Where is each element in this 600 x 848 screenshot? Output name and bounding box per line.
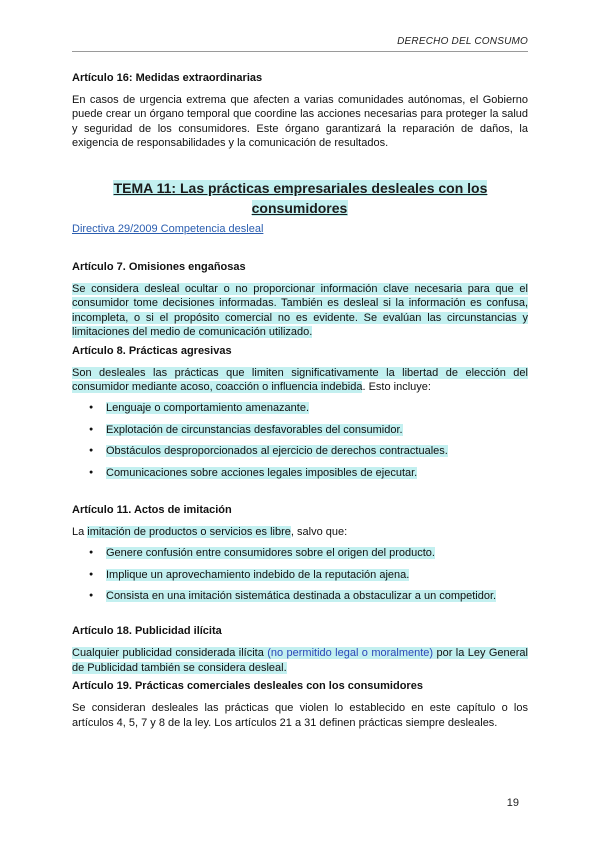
article-19-text: Se consideran desleales las prácticas que violen lo establecido en este capítulo o los artículos 4, 5, 7 y 8 de la ley. Los artículos 21 a 31 definen prácticas siempre desleales.: [72, 702, 528, 729]
list-item-text: Implique un aprovechamiento indebido de la reputación ajena.: [106, 568, 410, 581]
article-11: [72, 503, 528, 603]
article-18-text-a: Cualquier publicidad considerada ilícita: [72, 647, 268, 660]
list-item-text: Comunicaciones sobre acciones legales imposibles de ejecutar.: [106, 466, 418, 479]
article-7-highlight: Se considera desleal ocultar o no proporcionar información clave necesaria para que el consumidor tome decisiones informadas. También es desleal si la información es confusa, incompleta, o si el propósito comercial no es evidente. Se evalúan las circunstancias y limitaciones del medio de comunicación utilizado.: [72, 283, 528, 339]
list-item-text: Obstáculos desproporcionados al ejercicio de derechos contractuales.: [106, 445, 448, 458]
page-number: 19: [506, 797, 519, 809]
chapter-title-text: TEMA 11: Las prácticas empresariales desleales con los consumidores: [113, 179, 488, 216]
list-item-text: Lenguaje o comportamiento amenazante.: [106, 402, 310, 415]
article-11-text: [72, 525, 528, 539]
article-7-text: [72, 282, 528, 340]
list-item: [72, 423, 528, 437]
article-18: [72, 624, 528, 675]
list-item: [72, 589, 528, 603]
article-16-title: Artículo 16: Medidas extraordinarias: [72, 72, 263, 84]
list-item: [72, 466, 528, 480]
article-11-list: [72, 546, 528, 603]
article-8: [72, 344, 528, 480]
article-19: [72, 679, 528, 730]
running-header: DERECHO DEL CONSUMO: [397, 36, 528, 47]
article-8-title: Artículo 8. Prácticas agresivas: [72, 344, 232, 357]
page-content: [72, 71, 528, 730]
list-item-text: Explotación de circunstancias desfavorables del consumidor.: [106, 423, 403, 436]
article-18-text-b: por la Ley General de Publicidad también se considera desleal.: [72, 647, 528, 674]
chapter-title: [72, 178, 528, 218]
directive-link[interactable]: Directiva 29/2009 Competencia desleal: [72, 222, 264, 235]
article-8-list: [72, 401, 528, 480]
article-11-title: Artículo 11. Actos de imitación: [72, 503, 232, 516]
article-19-title: Artículo 19. Prácticas comerciales desleales con los consumidores: [72, 680, 423, 693]
list-item: [72, 401, 528, 415]
article-18-title: Artículo 18. Publicidad ilícita: [72, 625, 222, 638]
header-divider: [72, 51, 528, 52]
article-16: [72, 71, 528, 151]
list-item-text: Genere confusión entre consumidores sobre el origen del producto.: [106, 547, 435, 560]
list-item: [72, 568, 528, 582]
article-8-text: [72, 366, 528, 395]
list-item: [72, 546, 528, 560]
article-7-title: Artículo 7. Omisiones engañosas: [72, 261, 246, 274]
article-18-parenthetical: (no permitido legal o moralmente): [267, 647, 434, 660]
article-11-text-pre: La: [72, 525, 88, 538]
article-11-highlight: imitación de productos o servicios es libre: [87, 525, 291, 538]
article-18-text: [72, 646, 528, 675]
article-8-highlight: Son desleales las prácticas que limiten significativamente la libertad de elección del consumidor mediante acoso, coacción o influencia indebida: [72, 366, 528, 394]
article-7: [72, 260, 528, 340]
list-item-text: Consista en una imitación sistemática destinada a obstaculizar a un competidor.: [106, 590, 497, 603]
list-item: [72, 444, 528, 458]
article-11-text-post: , salvo que:: [290, 525, 348, 538]
article-16-text: En casos de urgencia extrema que afecten a varias comunidades autónomas, el Gobierno puede crear un órgano temporal que coordine las acciones necesarias para proteger la salud y seguridad de los consumidores. Este órgano garantizará la reparación de daños, la exigencia de responsabilidades y la comunicación de resultados.: [72, 94, 528, 150]
article-8-text-rest: . Esto incluye:: [362, 381, 431, 394]
